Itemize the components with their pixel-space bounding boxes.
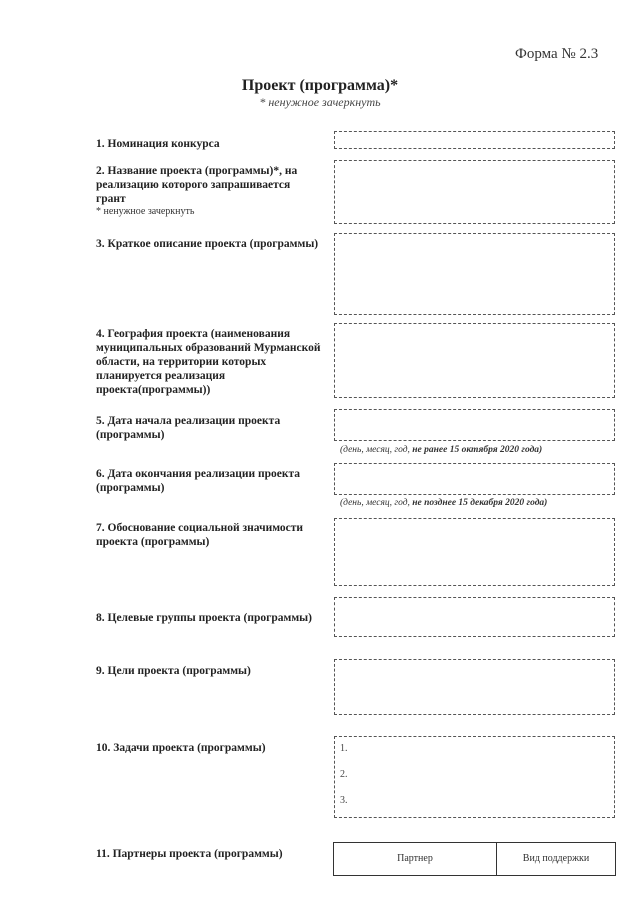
field-label-geography: 4. География проекта (наименования муниципальных образований Мурманской области, на территории которых планируется реализация проекта(программы))	[96, 328, 321, 396]
social-significance-field[interactable]	[334, 518, 615, 586]
target-groups-field[interactable]	[334, 597, 615, 637]
end-date-field[interactable]	[334, 463, 615, 495]
tasks-field[interactable]	[334, 736, 615, 818]
task-item-2: 2.	[340, 769, 348, 780]
description-field[interactable]	[334, 233, 615, 315]
field-note-project-name: * ненужное зачеркнуть	[96, 206, 195, 217]
field-label-target-groups: 8. Целевые группы проекта (программы)	[96, 612, 312, 624]
end-date-hint: (день, месяц, год, не позднее 15 декабря 2020 года)	[340, 498, 548, 508]
field-label-partners: 11. Партнеры проекта (программы)	[96, 848, 283, 860]
start-date-field[interactable]	[334, 409, 615, 441]
task-item-3: 3.	[340, 795, 348, 806]
field-label-nomination: 1. Номинация конкурса	[96, 138, 220, 150]
task-item-1: 1.	[340, 743, 348, 754]
partners-column-partner: Партнер	[334, 843, 497, 875]
partners-table	[333, 842, 616, 876]
page-subtitle: * ненужное зачеркнуть	[259, 95, 381, 109]
field-label-goals: 9. Цели проекта (программы)	[96, 665, 251, 677]
form-number: Форма № 2.3	[515, 46, 599, 62]
goals-field[interactable]	[334, 659, 615, 715]
start-date-hint: (день, месяц, год, не ранее 15 октября 2020 года)	[340, 445, 543, 455]
partners-column-support-type: Вид поддержки	[522, 853, 590, 864]
field-label-start-date: 5. Дата начала реализации проекта (программы)	[96, 415, 281, 441]
nomination-field[interactable]	[334, 131, 615, 149]
page-title: Проект (программа)*	[241, 77, 399, 94]
geography-field[interactable]	[334, 323, 615, 398]
field-label-description: 3. Краткое описание проекта (программы)	[96, 238, 319, 250]
field-label-end-date: 6. Дата окончания реализации проекта (программы)	[96, 468, 301, 494]
field-label-project-name: 2. Название проекта (программы)*, на реализацию которого запрашивается грант	[96, 165, 298, 205]
field-label-tasks: 10. Задачи проекта (программы)	[96, 742, 266, 754]
field-label-social-significance: 7. Обоснование социальной значимости проекта (программы)	[96, 522, 304, 548]
field-group-project-name	[96, 164, 318, 218]
project-name-field[interactable]	[334, 160, 615, 224]
